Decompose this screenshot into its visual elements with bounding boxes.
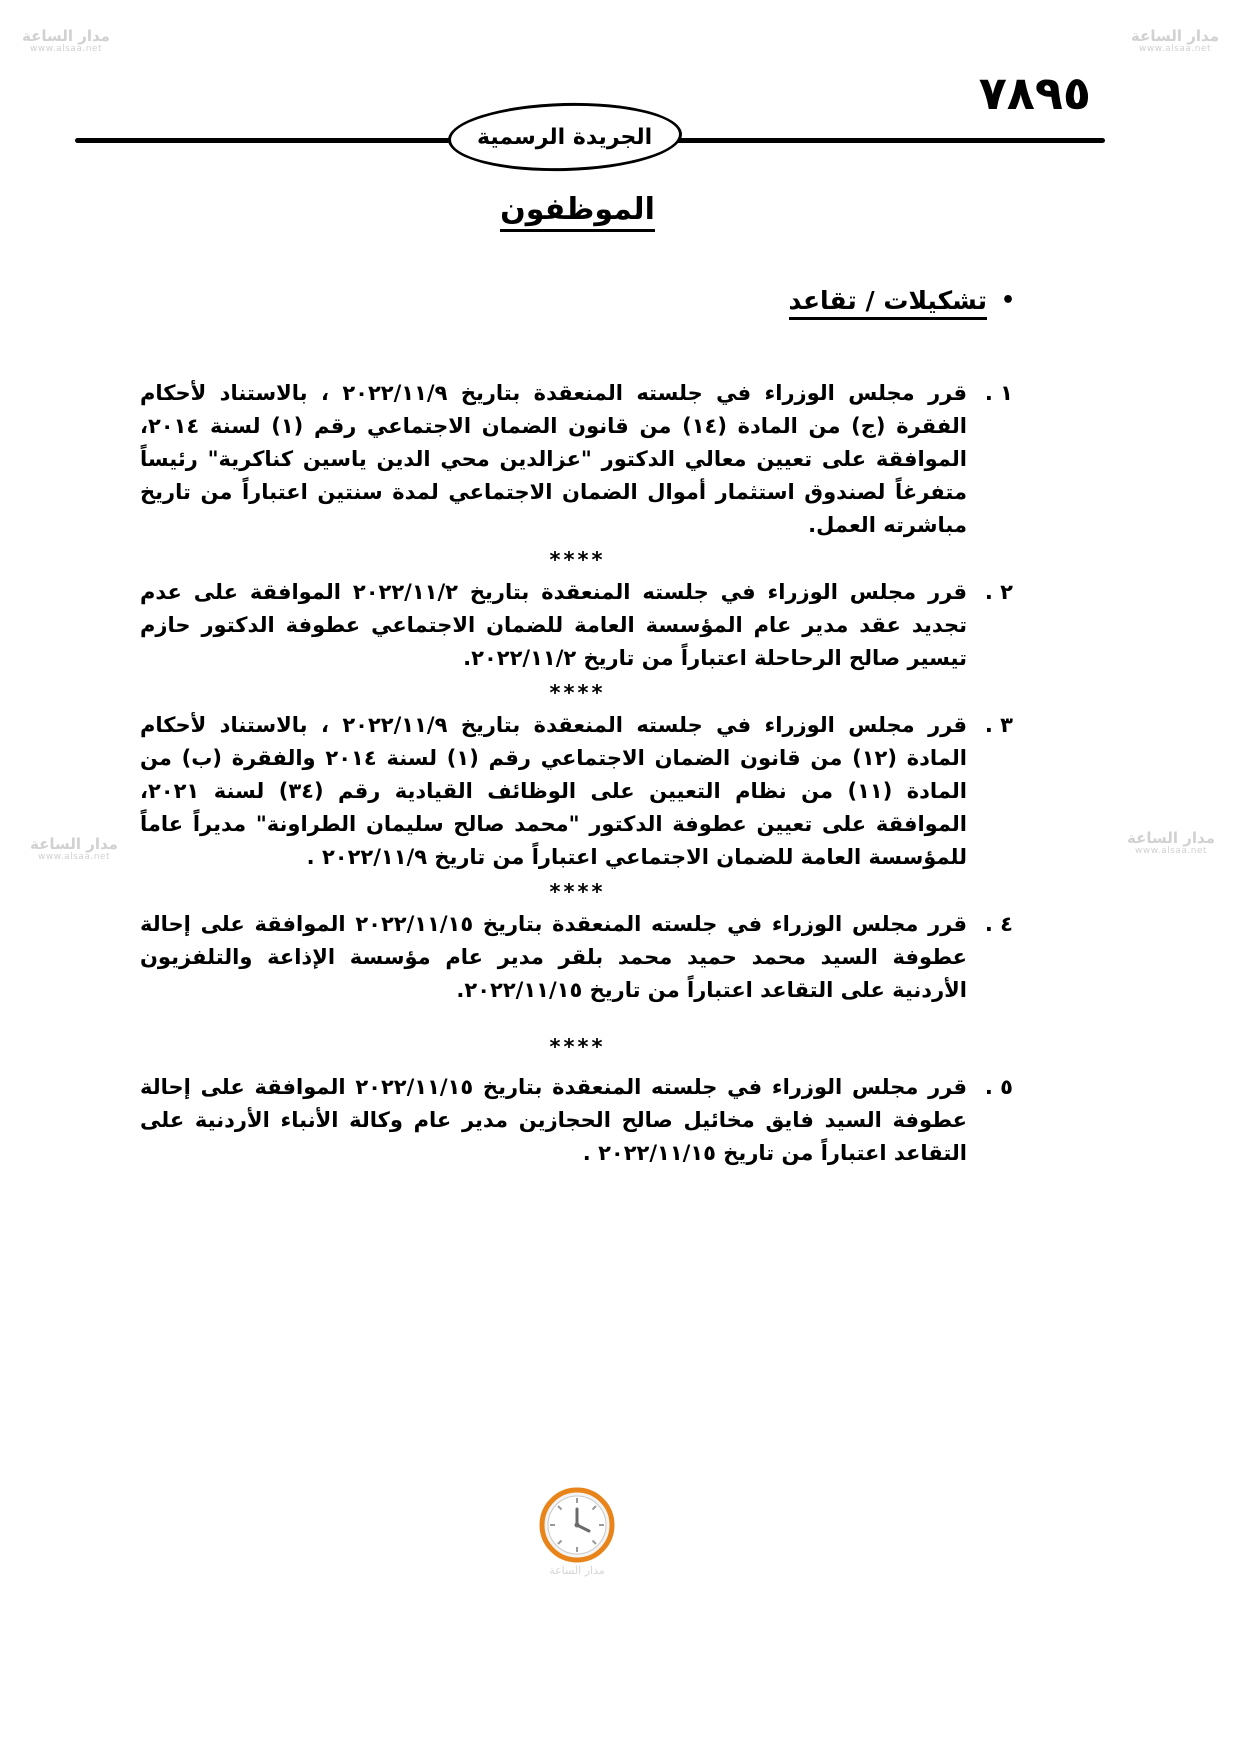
bullet-icon: • (1000, 288, 1015, 313)
clock-icon (538, 1486, 616, 1564)
watermark-site-url: www.alsaa.net (29, 43, 102, 54)
decree-item-2 (140, 576, 1015, 675)
watermark (1131, 28, 1219, 54)
watermark (30, 836, 118, 862)
separator: **** (549, 880, 606, 904)
watermark (1127, 830, 1215, 856)
item-text: قرر مجلس الوزراء في جلسته المنعقدة بتاريخ ٢٠٢٢/١١/٩ ، بالاستناد لأحكام الفقرة (ج) من المادة (١٤) من قانون الضمان الاجتماعي رقم (١) لسنة ٢٠١٤، الموافقة على تعيين معالي الدكتور "عزالدين محي الدين ياسين كناكرية" رئيساً متفرغاً لصندوق استثمار أموال الضمان الاجتماعي لمدة سنتين اعتباراً من تاريخ مباشرته العمل. (140, 381, 967, 537)
decree-item-5 (140, 1071, 1015, 1170)
page-number: ٧٨٩٥ (978, 66, 1091, 120)
page-title (140, 190, 1015, 230)
item-text: قرر مجلس الوزراء في جلسته المنعقدة بتاريخ ٢٠٢٢/١١/١٥ الموافقة على إحالة عطوفة السيد فايق مخائيل صالح الحجازين مدير عام وكالة الأنباء الأردنية على التقاعد اعتباراً من تاريخ ٢٠٢٢/١١/١٥ . (140, 1075, 968, 1165)
page-title-text: الموظفون (500, 192, 655, 232)
clock-logo-caption: مدار الساعة (549, 1564, 605, 1577)
decree-item-3 (140, 709, 1015, 874)
separator: **** (549, 548, 606, 572)
decree-list (140, 377, 1015, 1170)
item-marker: ٥ . (984, 1075, 1013, 1099)
watermark (22, 28, 110, 54)
gazette-banner-label: الجريدة الرسمية (477, 124, 653, 150)
item-text: قرر مجلس الوزراء في جلسته المنعقدة بتاريخ ٢٠٢٢/١١/٩ ، بالاستناد لأحكام المادة (١٢) من قانون الضمان الاجتماعي رقم (١) لسنة ٢٠١٤ والفقرة (ب) من المادة (١١) من نظام التعيين على الوظائف القيادية رقم (٣٤) لسنة ٢٠٢١، الموافقة على تعيين عطوفة الدكتور "محمد صالح سليمان الطراونة" مديراً عاماً للمؤسسة العامة للضمان الاجتماعي اعتباراً من تاريخ ٢٠٢٢/١١/٩ . (140, 713, 967, 869)
decree-item-4 (140, 908, 1015, 1007)
separator: **** (549, 681, 606, 705)
item-marker: ١ . (984, 381, 1013, 405)
item-text: قرر مجلس الوزراء في جلسته المنعقدة بتاريخ ٢٠٢٢/١١/٢ الموافقة على عدم تجديد عقد مدير عام المؤسسة العامة للضمان الاجتماعي عطوفة الدكتور حازم تيسير صالح الرحاحلة اعتباراً من تاريخ ٢٠٢٢/١١/٢. (140, 580, 967, 670)
watermark-site-name: مدار الساعة (22, 27, 110, 45)
watermark-site-url: www.alsaa.net (1139, 43, 1211, 54)
watermark-site-url: www.alsaa.net (37, 851, 110, 862)
document-body (140, 190, 1015, 1176)
section-heading-text: تشكيلات / تقاعد (789, 286, 988, 320)
item-marker: ٣ . (984, 713, 1013, 737)
watermark-site-name: مدار الساعة (30, 835, 118, 853)
decree-item-1 (140, 377, 1015, 542)
watermark-site-url: www.alsaa.net (1135, 845, 1207, 856)
separator: **** (549, 1035, 606, 1059)
item-marker: ٤ . (984, 912, 1013, 936)
gazette-banner (447, 100, 683, 174)
watermark-site-name: مدار الساعة (1127, 829, 1215, 847)
item-marker: ٢ . (984, 580, 1013, 604)
section-heading (140, 286, 1015, 315)
clock-logo (538, 1486, 616, 1577)
watermark-site-name: مدار الساعة (1131, 27, 1219, 45)
item-text: قرر مجلس الوزراء في جلسته المنعقدة بتاريخ ٢٠٢٢/١١/١٥ الموافقة على إحالة عطوفة السيد محمد حميد محمد بلقر مدير عام مؤسسة الإذاعة والتلفزيون الأردنية على التقاعد اعتباراً من تاريخ ٢٠٢٢/١١/١٥. (140, 912, 968, 1002)
